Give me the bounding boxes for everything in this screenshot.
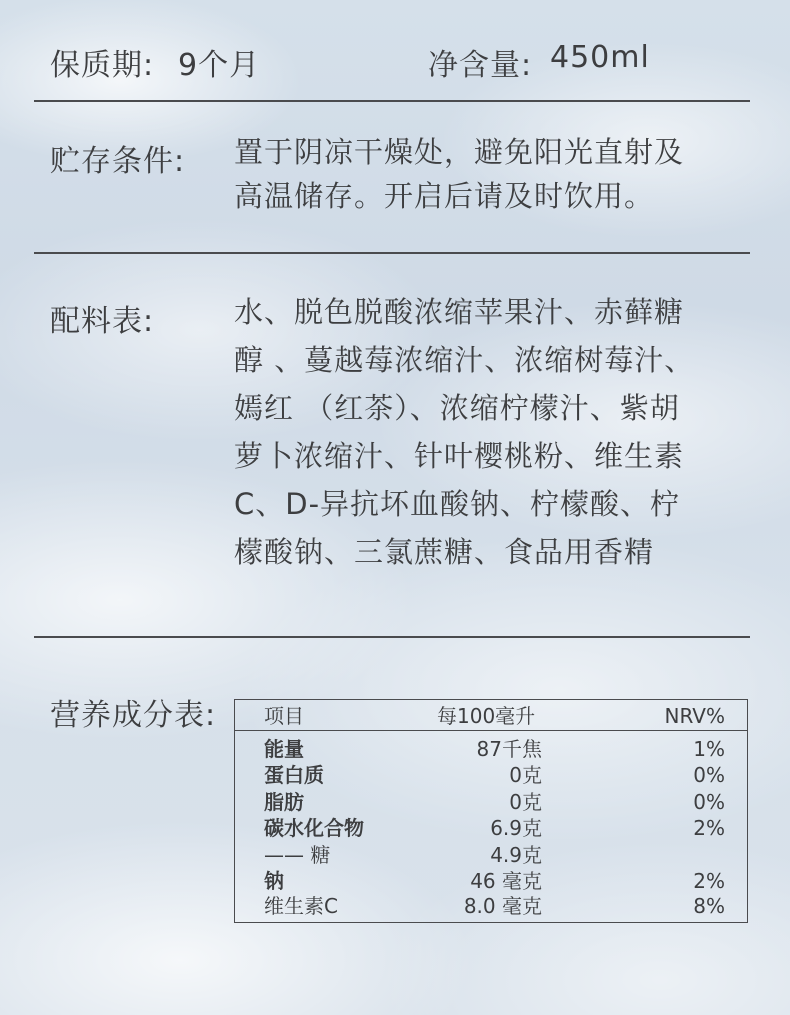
ingredients-line: 水、脱色脱酸浓缩苹果汁、赤藓糖	[234, 295, 685, 329]
row-name: 碳水化合物	[264, 816, 364, 840]
row-nrv: 2%	[693, 816, 725, 840]
row-amount: 8.0 毫克	[463, 894, 542, 918]
row-name: 能量	[264, 737, 304, 761]
row-nrv: 0%	[693, 790, 725, 814]
row-amount: 6.9克	[490, 816, 542, 840]
row-name: 维生素C	[264, 894, 338, 918]
ingredients-line: 萝卜浓缩汁、针叶樱桃粉、维生素	[234, 439, 685, 473]
storage-text	[234, 130, 734, 218]
nutrition-label: 营养成分表:	[50, 698, 217, 733]
row-amount: 46 毫克	[470, 869, 542, 893]
shelf-life-value: 9个月	[178, 48, 261, 83]
ingredients-line: 檬酸钠、三氯蔗糖、食品用香精	[234, 535, 655, 569]
storage-label: 贮存条件:	[50, 144, 186, 179]
row-name: —— 糖	[264, 843, 331, 867]
row-amount: 4.9克	[490, 843, 542, 867]
table-row	[235, 893, 747, 919]
row-nrv: 1%	[693, 737, 725, 761]
nutrition-table-header	[235, 700, 747, 731]
table-row	[235, 736, 747, 762]
row-nrv: 8%	[693, 894, 725, 918]
header-nrv: NRV%	[664, 704, 725, 728]
row-amount: 0克	[509, 763, 542, 787]
table-row	[235, 842, 747, 868]
table-row	[235, 815, 747, 841]
divider	[34, 100, 750, 102]
row-nrv: 2%	[693, 869, 725, 893]
header-amount: 每100毫升	[437, 704, 536, 728]
ingredients-line: 嫣红 （红茶）、浓缩柠檬汁、紫胡	[234, 391, 680, 425]
shelf-life-label: 保质期:	[50, 48, 155, 83]
table-row	[235, 789, 747, 815]
table-row	[235, 868, 747, 894]
header-item: 项目	[264, 704, 304, 728]
row-amount: 0克	[509, 790, 542, 814]
divider	[34, 636, 750, 638]
row-name: 钠	[264, 869, 284, 893]
ingredients-text	[234, 288, 734, 576]
ingredients-label: 配料表:	[50, 304, 155, 339]
row-name: 脂肪	[264, 790, 304, 814]
row-name: 蛋白质	[264, 763, 324, 787]
table-row	[235, 762, 747, 788]
divider	[34, 252, 750, 254]
ingredients-line: C、D-异抗坏血酸钠、柠檬酸、柠	[234, 487, 681, 521]
ingredients-line: 醇 、蔓越莓浓缩汁、浓缩树莓汁、	[234, 343, 695, 377]
row-nrv: 0%	[693, 763, 725, 787]
net-content-value: 450ml	[550, 40, 650, 75]
row-amount: 87千焦	[476, 737, 542, 761]
storage-line: 置于阴凉干燥处，避免阳光直射及	[234, 135, 685, 169]
nutrition-table	[234, 699, 748, 923]
storage-line: 高温储存。开启后请及时饮用。	[234, 179, 655, 213]
net-content-label: 净含量:	[428, 48, 533, 83]
